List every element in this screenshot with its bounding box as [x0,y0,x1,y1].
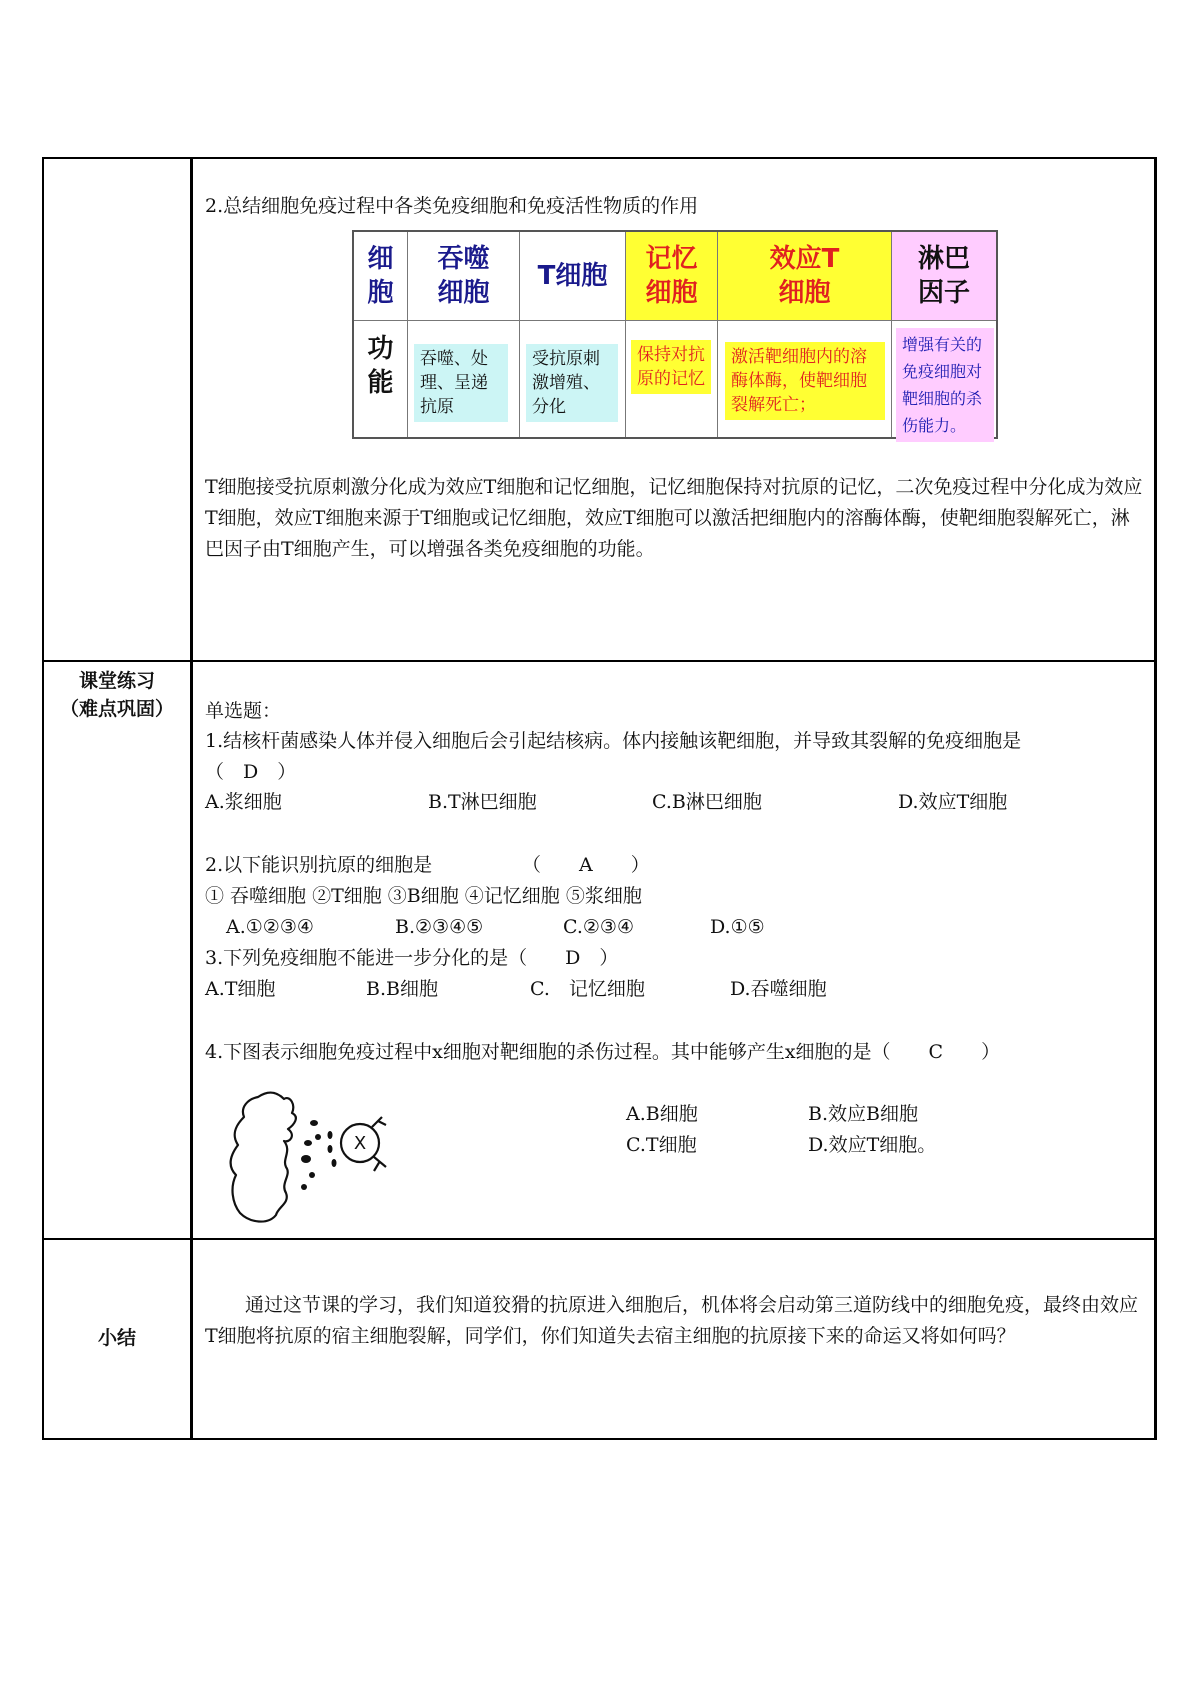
q4-option-d: D.效应T细胞。 [808,1134,937,1156]
header-memory-cell: 记忆细胞 [626,232,718,320]
function-effector-t-cell: 激活靶细胞内的溶酶体酶，使靶细胞裂解死亡； [725,342,885,420]
summary-label-function: 功能 [354,320,408,437]
q2-option-b: B.②③④⑤ [395,916,484,938]
q1-option-d: D.效应T细胞 [898,791,1008,813]
q1-option-a: A.浆细胞 [205,791,282,813]
q2-option-d: D.①⑤ [710,916,765,938]
target-cell-outline [231,1093,296,1222]
x-cell-receptor-bottom [374,1157,386,1171]
q2-answer: （ A ） [522,854,650,876]
q1-option-c: C.B淋巴细胞 [652,791,762,813]
function-t-cell: 受抗原刺激增殖、分化 [526,344,618,422]
q4-text: 4.下图表示细胞免疫过程中x细胞对靶细胞的杀伤过程。其中能够产生x细胞的是（ C ） [205,1041,1001,1063]
table-row-separator-1 [42,660,1156,662]
header-lymphokine: 淋巴因子 [892,232,996,320]
q2-items: ① 吞噬细胞 ②T细胞 ③B细胞 ④记忆细胞 ⑤浆细胞 [205,885,642,907]
summary-paragraph: 通过这节课的学习，我们知道狡猾的抗原进入细胞后，机体将会启动第三道防线中的细胞免疫，最终由效应T细胞将抗原的宿主细胞裂解，同学们，你们知道失去宿主细胞的抗原接下来的命运又将如何吗？ [205,1294,1139,1347]
table-border-right [1154,157,1157,1440]
x-cell-label: X [353,1133,367,1154]
function-phagocyte: 吞噬、处理、呈递抗原 [414,344,508,422]
released-granules [301,1120,337,1190]
practice-label-line1: 课堂练习 [78,670,155,692]
table-border-left [42,157,44,1440]
summary-label-cell: 细胞 [354,232,408,320]
summary-table [352,230,998,439]
function-memory-cell: 保持对抗原的记忆 [631,340,711,394]
q4-option-a: A.B细胞 [626,1103,698,1125]
q1-answer: （ D ） [205,761,297,783]
table-border-divider [190,157,193,1440]
q4-option-b: B.效应B细胞 [808,1103,918,1125]
q2-text: 2.以下能识别抗原的细胞是 [205,854,433,876]
practice-label [44,667,190,723]
q3-text: 3.下列免疫细胞不能进一步分化的是（ D ） [205,947,619,969]
q1-text: 1.结核杆菌感染人体并侵入细胞后会引起结核病。体内接触该靶细胞，并导致其裂解的免疫细胞是 [205,730,1022,752]
summary-label: 小结 [97,1327,136,1349]
q2-option-c: C.②③④ [563,916,634,938]
q4-option-c: C.T细胞 [626,1134,697,1156]
q3-option-b: B.B细胞 [366,978,438,1000]
function-lymphokine: 增强有关的免疫细胞对靶细胞的杀伤能力。 [896,328,994,442]
section1-paragraph: T细胞接受抗原刺激分化成为效应T细胞和记忆细胞，记忆细胞保持对抗原的记忆，二次免疫过程中分化成为效应T细胞，效应T细胞来源于T细胞或记忆细胞，效应T细胞可以激活把细胞内的溶酶体酶，使靶细胞裂解死亡，淋巴因子由T细胞产生，可以增强各类免疫细胞的功能。 [205,476,1143,560]
section1-heading: 2.总结细胞免疫过程中各类免疫细胞和免疫活性物质的作用 [205,195,699,217]
q2-option-a: A.①②③④ [226,916,314,938]
q3-option-d: D.吞噬细胞 [730,978,827,1000]
header-phagocyte: 吞噬细胞 [408,232,520,320]
table-border-bottom [42,1438,1156,1440]
header-t-cell: T细胞 [520,232,626,320]
table-border-top [42,157,1156,159]
q3-option-a: A.T细胞 [205,978,276,1000]
header-effector-t-cell: 效应T细胞 [718,232,892,320]
q1-option-b: B.T淋巴细胞 [428,791,537,813]
table-row-separator-2 [42,1238,1156,1240]
cell-killing-diagram [220,1075,460,1235]
practice-label-line2: （难点巩固） [59,698,174,720]
q3-option-c: C. 记忆细胞 [530,978,645,1000]
practice-intro: 单选题： [205,700,282,722]
x-cell-receptor-top [372,1117,386,1127]
